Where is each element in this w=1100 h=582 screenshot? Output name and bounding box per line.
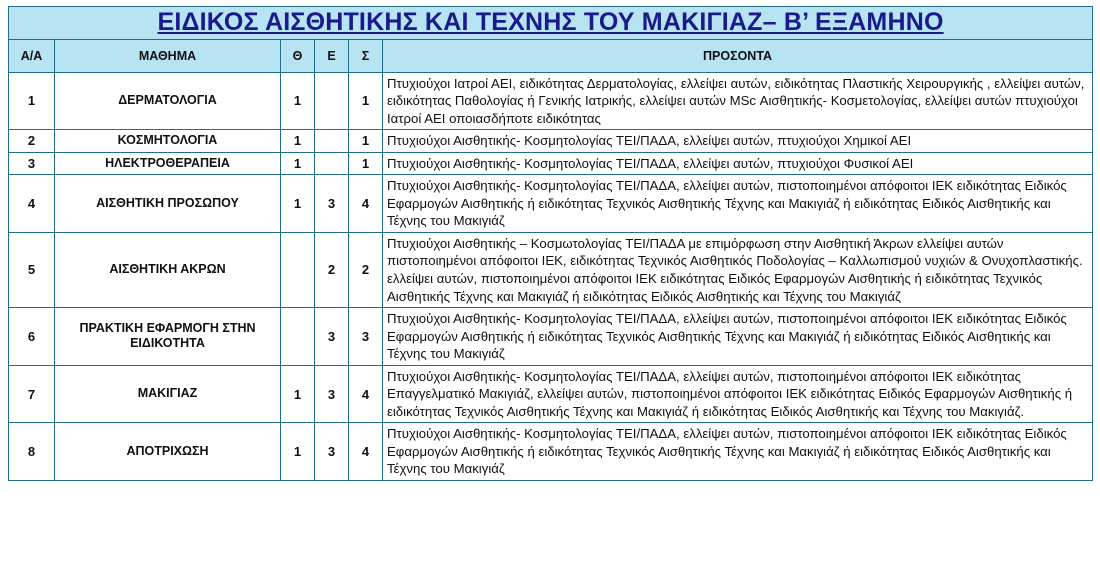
row-total-hours: 1 xyxy=(349,152,383,175)
row-total-hours: 1 xyxy=(349,72,383,130)
row-practice-hours xyxy=(315,130,349,153)
table-row xyxy=(9,232,1093,307)
row-index: 7 xyxy=(9,365,55,423)
row-total-hours: 1 xyxy=(349,130,383,153)
table-row xyxy=(9,175,1093,233)
row-index: 5 xyxy=(9,232,55,307)
row-course-name: ΜΑΚΙΓΙΑΖ xyxy=(55,365,281,423)
row-qualifications: Πτυχιούχοι Αισθητικής – Κοσμωτολογίας ΤΕΙ/ΠΑΔΑ με επιμόρφωση στην Αισθητική Άκρων ελλείψει αυτών πιστοποιημένοι απόφοιτοι ΙΕΚ, ειδικότητας Τεχνικός Αισθητικός Ποδολογίας – Καλλωπισμού νυχιών & Ονυχοπλαστικής. ελλείψει αυτών, πιστοποιημένοι απόφοιτοι ΙΕΚ ειδικότητας Ειδικός Εφαρμογών Αισθητικής ή ειδικότητας Τεχνικός Αισθητικής Τέχνης και Μακιγιάζ ή ειδικότητας Ειδικός Αισθητικής και Τέχνης του Μακιγιάζ xyxy=(383,232,1093,307)
row-qualifications: Πτυχιούχοι Αισθητικής- Κοσμητολογίας ΤΕΙ/ΠΑΔΑ, ελλείψει αυτών, πιστοποιημένοι απόφοιτοι ΙΕΚ ειδικότητας Ειδικός Εφαρμογών Αισθητικής ή ειδικότητας Τεχνικός Αισθητικής Τέχνης και Μακιγιάζ ή ειδικότητας Ειδικός Αισθητικής και Τέχνης του Μακιγιάζ xyxy=(383,423,1093,481)
row-total-hours: 4 xyxy=(349,175,383,233)
row-theory-hours: 1 xyxy=(281,72,315,130)
row-qualifications: Πτυχιούχοι Αισθητικής- Κοσμητολογίας ΤΕΙ/ΠΑΔΑ, ελλείψει αυτών, πιστοποιημένοι απόφοιτοι ΙΕΚ ειδικότητας Ειδικός Εφαρμογών Αισθητικής ή ειδικότητας Τεχνικός Αισθητικής Τέχνης και Μακιγιάζ ή ειδικότητας Ειδικός Αισθητικής και Τέχνης του Μακιγιάζ xyxy=(383,175,1093,233)
row-practice-hours: 3 xyxy=(315,423,349,481)
table-row xyxy=(9,308,1093,366)
row-course-name: ΑΙΣΘΗΤΙΚΗ ΑΚΡΩΝ xyxy=(55,232,281,307)
row-course-name: ΑΠΟΤΡΙΧΩΣΗ xyxy=(55,423,281,481)
table-row xyxy=(9,72,1093,130)
column-header-practice: Ε xyxy=(315,39,349,72)
column-header-theory: Θ xyxy=(281,39,315,72)
row-theory-hours: 1 xyxy=(281,130,315,153)
column-header-prosonta: ΠΡΟΣΟΝΤΑ xyxy=(383,39,1093,72)
row-qualifications: Πτυχιούχοι Αισθητικής- Κοσμητολογίας ΤΕΙ/ΠΑΔΑ, ελλείψει αυτών, πτυχιούχοι Φυσικοί ΑΕΙ xyxy=(383,152,1093,175)
row-practice-hours xyxy=(315,152,349,175)
row-course-name: ΚΟΣΜΗΤΟΛΟΓΙΑ xyxy=(55,130,281,153)
column-header-total: Σ xyxy=(349,39,383,72)
row-theory-hours xyxy=(281,232,315,307)
row-qualifications: Πτυχιούχοι Ιατροί ΑΕΙ, ειδικότητας Δερματολογίας, ελλείψει αυτών, ειδικότητας Πλαστικής Χειρουργικής , ελλείψει αυτών, ειδικότητας Παθολογίας ή Γενικής Ιατρικής, ελλείψει αυτών MSc Αισθητικής- Κοσμετολογίας, ελλείψει αυτών πτυχιούχοι Ιατροί ΑΕΙ οποιασδήποτε ειδικότητας xyxy=(383,72,1093,130)
table-row xyxy=(9,130,1093,153)
row-total-hours: 2 xyxy=(349,232,383,307)
row-theory-hours: 1 xyxy=(281,175,315,233)
row-index: 4 xyxy=(9,175,55,233)
row-index: 8 xyxy=(9,423,55,481)
row-course-name: ΔΕΡΜΑΤΟΛΟΓΙΑ xyxy=(55,72,281,130)
table-header-row xyxy=(9,39,1093,72)
row-practice-hours: 3 xyxy=(315,175,349,233)
table-row xyxy=(9,152,1093,175)
row-theory-hours xyxy=(281,308,315,366)
row-index: 3 xyxy=(9,152,55,175)
table-row xyxy=(9,365,1093,423)
row-total-hours: 4 xyxy=(349,365,383,423)
row-qualifications: Πτυχιούχοι Αισθητικής- Κοσμητολογίας ΤΕΙ/ΠΑΔΑ, ελλείψει αυτών, πιστοποιημένοι απόφοιτοι ΙΕΚ ειδικότητας Ειδικός Εφαρμογών Αισθητικής ή ειδικότητας Τεχνικός Αισθητικής Τέχνης και Μακιγιάζ ή ειδικότητας Ειδικός Αισθητικής και Τέχνης του Μακιγιάζ xyxy=(383,308,1093,366)
row-theory-hours: 1 xyxy=(281,152,315,175)
row-course-name: ΠΡΑΚΤΙΚΗ ΕΦΑΡΜΟΓΗ ΣΤΗΝ ΕΙΔΙΚΟΤΗΤΑ xyxy=(55,308,281,366)
column-header-aa: Α/Α xyxy=(9,39,55,72)
table-title-row xyxy=(9,7,1093,40)
row-total-hours: 4 xyxy=(349,423,383,481)
column-header-mathima: ΜΑΘΗΜΑ xyxy=(55,39,281,72)
row-theory-hours: 1 xyxy=(281,423,315,481)
row-qualifications: Πτυχιούχοι Αισθητικής- Κοσμητολογίας ΤΕΙ/ΠΑΔΑ, ελλείψει αυτών, πτυχιούχοι Χημικοί ΑΕΙ xyxy=(383,130,1093,153)
row-index: 2 xyxy=(9,130,55,153)
row-index: 6 xyxy=(9,308,55,366)
row-course-name: ΗΛΕΚΤΡΟΘΕΡΑΠΕΙΑ xyxy=(55,152,281,175)
document-title-cell xyxy=(9,7,1093,40)
row-practice-hours: 2 xyxy=(315,232,349,307)
table-row xyxy=(9,423,1093,481)
row-total-hours: 3 xyxy=(349,308,383,366)
row-index: 1 xyxy=(9,72,55,130)
row-practice-hours: 3 xyxy=(315,308,349,366)
row-qualifications: Πτυχιούχοι Αισθητικής- Κοσμητολογίας ΤΕΙ/ΠΑΔΑ, ελλείψει αυτών, πιστοποιημένοι απόφοιτοι ΙΕΚ ειδικότητας Επαγγελματικό Μακιγιάζ, ελλείψει αυτών, πιστοποιημένοι απόφοιτοι ΙΕΚ ειδικότητας Ειδικός Εφαρμογών Αισθητικής ή ειδικότητας Τεχνικός Αισθητικής Τέχνης και Μακιγιάζ ή ειδικότητας Ειδικός Αισθητικής και Τέχνης του Μακιγιάζ. xyxy=(383,365,1093,423)
row-course-name: ΑΙΣΘΗΤΙΚΗ ΠΡΟΣΩΠΟΥ xyxy=(55,175,281,233)
page-title: ΕΙΔΙΚΟΣ ΑΙΣΘΗΤΙΚΗΣ ΚΑΙ ΤΕΧΝΗΣ ΤΟΥ ΜΑΚΙΓΙΑΖ– Β’ ΕΞΑΜΗΝΟ xyxy=(157,8,944,36)
row-practice-hours xyxy=(315,72,349,130)
row-theory-hours: 1 xyxy=(281,365,315,423)
curriculum-table xyxy=(8,6,1093,481)
row-practice-hours: 3 xyxy=(315,365,349,423)
